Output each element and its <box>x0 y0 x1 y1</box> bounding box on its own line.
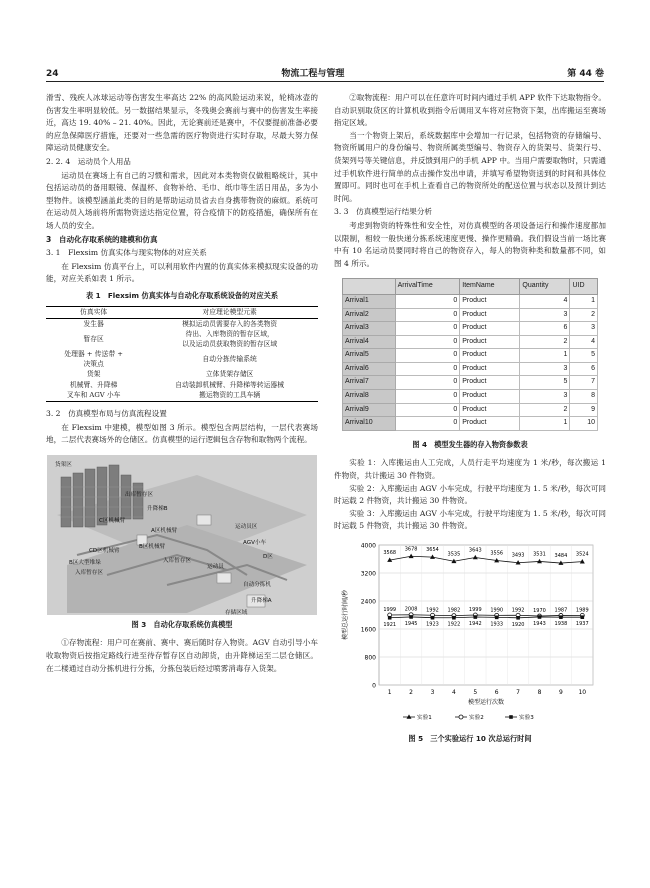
x-axis-label: 模型运行次数 <box>467 699 505 706</box>
arrival-table-cell: Product <box>460 294 520 308</box>
table1-cell: 自动装卸机械臂、升降梯等转运器械 <box>175 380 285 389</box>
paragraph: 运动员在赛场上有自己的习惯和需求，因此对本类物资仅做粗略统计，其中包括运动员的备用眼镜、保温杯、食物补给、毛巾、纸巾等生活日用品，多为小型物件。该模型涵盖此类的目的是帮助运动员省去自身携带物资的麻烦。系统可在运动员入场前将所需物资送达指定位置，符合疫情下的防疫措施，确保所有在场人员的安全。 <box>46 170 318 230</box>
series-3-data-label: 1921 <box>383 621 397 628</box>
arrival-table-cell: Product <box>460 403 520 417</box>
arrival-table-cell: 0 <box>395 335 460 349</box>
arrival-table-cell: 1 <box>520 417 570 431</box>
series-3-point <box>409 615 413 619</box>
fig3-label: D区 <box>263 553 273 560</box>
arrival-table-row <box>343 362 598 376</box>
series-legend-3-point <box>509 715 513 719</box>
fig4-caption: 图 4 模型发生器的存入物资参数表 <box>412 439 528 449</box>
arrival-table-cell: Product <box>460 322 520 336</box>
fig3-label: 升降梯A <box>251 597 272 604</box>
fig3-label: 入库暂存区 <box>75 569 103 576</box>
arrival-table-header: Quantity <box>520 279 570 295</box>
arrival-table-row <box>343 308 598 322</box>
series-3-data-label: 1922 <box>447 621 461 628</box>
fig3-caption: 图 3 自动化存取系统仿真模型 <box>131 619 233 629</box>
arrival-table-header: ItemName <box>460 279 520 295</box>
arrival-table-cell: Product <box>460 376 520 390</box>
running-header <box>46 66 604 82</box>
fig3-label: 升降梯B <box>147 505 168 512</box>
series-2-data-label: 1987 <box>554 607 568 614</box>
legend-label: 实验2 <box>469 715 484 721</box>
series-3-point <box>538 615 542 619</box>
fig3-label: 运动员 <box>207 563 224 570</box>
table1-cell: 搬运物资的工具车辆 <box>141 391 318 402</box>
arrival-table-row <box>343 294 598 308</box>
table1-row <box>46 330 318 350</box>
table1-cell: 处理器 + 传送带 + 决策点 <box>64 350 123 368</box>
y-tick-label: 2400 <box>360 598 376 606</box>
arrival-table-cell: 4 <box>570 335 598 349</box>
arrival-table-cell: 8 <box>570 390 598 404</box>
arrival-table-cell: Arrival7 <box>343 376 396 390</box>
series-3-data-label: 1923 <box>426 621 439 628</box>
arrival-table-cell: 3 <box>570 322 598 336</box>
volume-label: 第 44 卷 <box>567 69 604 79</box>
x-tick-label: 4 <box>451 689 456 696</box>
arrival-table-cell: Product <box>460 362 520 376</box>
x-tick-label: 7 <box>516 689 521 696</box>
fig3-label: 入库暂存区 <box>163 557 191 564</box>
fig3-label: AGV小车 <box>243 539 267 546</box>
arrival-table-cell: Product <box>460 349 520 363</box>
table1-row <box>46 319 318 330</box>
y-tick-label: 0 <box>372 682 376 690</box>
paragraph: 当一个物资上架后，系统数据库中会增加一行记录，包括物资的存储编号、物资所属用户的身份编号、物资所属类型编号、物资存入的货架号、货架行号、货架列号等关键信息，并反馈到用户的手机 APP 中。当用户需要取物时，只需通过手机软件进行简单的点击操作发出申请，并填写希望物资送到的时间和具体位置即可。同时也可在手机上查看自己的物资所处的配送位置与状态以及预计到达时间。 <box>334 130 606 203</box>
arrival-table-cell: 7 <box>570 376 598 390</box>
arrival-table-cell: 3 <box>520 362 570 376</box>
series-3-data-label: 1933 <box>490 621 504 628</box>
series-3-point <box>495 616 499 620</box>
series-3-point <box>474 615 478 619</box>
series-3-data-label: 1942 <box>468 621 482 628</box>
fig5-caption: 图 5 三个实验运行 10 次总运行时间 <box>408 734 532 743</box>
x-tick-label: 5 <box>473 689 478 696</box>
arrival-table-cell: 0 <box>395 362 460 376</box>
section-heading-3-3: 3. 3 仿真模型运行结果分析 <box>334 207 433 217</box>
section-heading-3-2: 3. 2 仿真模型布局与仿真流程设置 <box>46 409 167 418</box>
arrival-table-row <box>343 417 598 431</box>
arrival-table-cell: Product <box>460 308 520 322</box>
series-2-data-label: 1970 <box>533 608 546 615</box>
fig3-label: 自动分拣机 <box>243 581 271 588</box>
x-tick-label: 3 <box>430 689 435 696</box>
arrival-table-cell: Arrival8 <box>343 390 396 404</box>
arrival-table-header: ArrivalTime <box>395 279 460 295</box>
paragraph: 滑雪、残疾人冰球运动等伤害发生率高达 22% 的高风险运动来说，轮椅冰壶的伤害发生率明显较低。另一数据结果显示，冬残奥会赛前与赛中的伤害发生率接近，高达 19. 40% – 21. 40%。因此，无论赛前还是赛中，不仅要提前准备必要的应急保障医疗措施，还要对一些急需的医疗物资进行实时存取，尽最大努力保障运动员健康安全。 <box>46 93 318 153</box>
arrival-table-cell: Arrival6 <box>343 362 396 376</box>
series-1-data-label: 3535 <box>447 551 461 558</box>
arrival-table-cell: Arrival5 <box>343 349 396 363</box>
arrival-table-row <box>343 390 598 404</box>
series-legend-1-point <box>407 714 412 718</box>
series-1-data-label: 3654 <box>426 547 439 554</box>
section-heading-3: 3 自动化存取系统的建模和仿真 <box>46 234 158 244</box>
x-tick-label: 6 <box>494 689 499 696</box>
table1-row <box>46 370 318 381</box>
arrival-table-row <box>343 403 598 417</box>
fig3-label: A区机械臂 <box>151 527 178 534</box>
arrival-table-cell: 6 <box>570 362 598 376</box>
arrival-table-header: UID <box>570 279 598 295</box>
series-legend-2-point <box>459 715 463 719</box>
arrival-table-cell: Arrival9 <box>343 403 396 417</box>
y-tick-label: 1600 <box>360 626 376 634</box>
arrival-table-cell: 0 <box>395 390 460 404</box>
y-tick-label: 3200 <box>360 570 376 578</box>
series-3-data-label: 1943 <box>533 620 546 627</box>
arrival-table <box>342 278 598 431</box>
table1-cell: 货架 <box>86 370 101 378</box>
arrival-table-cell: 1 <box>570 294 598 308</box>
arrival-table-cell: 1 <box>520 349 570 363</box>
arrival-table-row <box>343 335 598 349</box>
arrival-table-row <box>343 322 598 336</box>
series-1-data-label: 3568 <box>383 550 397 557</box>
arrival-table-cell: 0 <box>395 322 460 336</box>
table1 <box>46 306 318 403</box>
paragraph: 实验 2：入库搬运由 AGV 小车完成，行驶平均速度为 1. 5 米/秒，每次可同时运载 2 件物资，共计搬运 30 件物资。 <box>334 483 606 506</box>
paragraph: 实验 3：入库搬运由 AGV 小车完成，行驶平均速度为 1. 5 米/秒，每次可同时运载 5 件物资，共计搬运 30 件物资。 <box>334 508 606 531</box>
simulation-model-figure <box>47 455 317 615</box>
series-3-point <box>431 616 435 620</box>
series-3-point <box>452 616 456 620</box>
series-3-data-label: 1945 <box>404 620 418 627</box>
arrival-table-cell: 4 <box>520 294 570 308</box>
arrival-table-cell: Arrival1 <box>343 294 396 308</box>
arrival-table-cell: 3 <box>520 308 570 322</box>
series-2-data-label: 1999 <box>383 607 397 614</box>
fig3-label: C区机械臂 <box>99 517 126 524</box>
series-2-data-label: 1992 <box>426 607 439 614</box>
arrival-table-cell: 6 <box>520 322 570 336</box>
table1-cell: 发生器 <box>83 319 104 328</box>
legend-label: 实验1 <box>417 715 432 721</box>
arrival-table-cell: 10 <box>570 417 598 431</box>
table1-row <box>46 391 318 402</box>
table1-row <box>46 350 318 370</box>
arrival-table-cell: Arrival4 <box>343 335 396 349</box>
fig3-label: B区机械臂 <box>139 543 166 550</box>
arrival-table-cell: 0 <box>395 308 460 322</box>
arrival-table-cell: Product <box>460 390 520 404</box>
x-tick-label: 8 <box>537 689 542 696</box>
arrival-table-row <box>343 349 598 363</box>
series-2-data-label: 2008 <box>404 606 418 613</box>
table1-row <box>46 380 318 391</box>
arrival-table-cell: 2 <box>520 335 570 349</box>
series-2-data-label: 1982 <box>447 607 461 614</box>
table1-cell: 模拟运动员需要存入的各类物资 <box>182 319 278 328</box>
arrival-table-cell: 3 <box>520 390 570 404</box>
series-2-data-label: 1990 <box>490 607 504 614</box>
arrival-table-cell: 0 <box>395 294 460 308</box>
series-1-data-label: 3484 <box>554 553 568 560</box>
table1-cell: 立体货架存储区 <box>205 370 254 378</box>
series-2-data-label: 1989 <box>575 607 589 614</box>
arrival-table-cell: 9 <box>570 403 598 417</box>
fig3-label: B区大型堆垛 <box>69 559 101 566</box>
paragraph: 在 Flexsim 仿真平台上，可以利用软件内置的仿真实体来模拟现实设备的功能，对应关系如表 1 所示。 <box>46 261 318 284</box>
left-column <box>46 92 318 675</box>
arrival-table-cell: Arrival2 <box>343 308 396 322</box>
table1-caption: 表 1 Flexsim 仿真实体与自动化存取系统设备的对应关系 <box>85 290 279 300</box>
fig3-label: 运动员区 <box>235 523 258 530</box>
arrival-table-cell: 0 <box>395 376 460 390</box>
arrival-table-cell: 5 <box>520 376 570 390</box>
y-tick-label: 4000 <box>360 542 376 550</box>
series-3-point <box>559 615 563 619</box>
paragraph: 实验 1：入库搬运由人工完成，人员行走平均速度为 1 米/秒，每次搬运 1 件物资，共计搬运 30 件物资。 <box>334 458 606 481</box>
runtime-line-chart <box>339 539 601 729</box>
series-3-point <box>581 615 585 619</box>
arrival-table-cell: 5 <box>570 349 598 363</box>
table1-cell: 机械臂、升降梯 <box>69 380 118 389</box>
paragraph: 考虑到物资的特殊性和安全性，对仿真模型的各项设备运行和操作速度都加以限制，相较一般快递分拣系统速度更慢、操作更精确。我们假设当前一场比赛中有 10 名运动员要同时将自己的物资存入，每人的物资种类和数量都不同，如图 4 所示。 <box>334 220 606 268</box>
table1-header: 对应理论模型元素 <box>141 306 318 319</box>
series-1-data-label: 3493 <box>511 552 525 559</box>
section-heading-3-1: 3. 1 Flexsim 仿真实体与现实物体的对应关系 <box>46 248 207 258</box>
table1-header: 仿真实体 <box>46 306 141 319</box>
journal-name: 物流工程与管理 <box>281 69 345 79</box>
y-axis-label: 模型总运行时间/秒 <box>342 589 349 641</box>
series-3-data-label: 1937 <box>575 621 589 628</box>
arrival-table-cell: 0 <box>395 403 460 417</box>
fig3-label: 存储区域 <box>225 609 248 615</box>
fig3-label: 货架区 <box>55 461 72 468</box>
series-1-data-label: 3678 <box>404 546 418 553</box>
paragraph: ②取物流程：用户可以在任意许可时间内通过手机 APP 软件下达取物指令。自动识别取货区的计算机收到指令后调用叉车将对应物资下架，出库搬运至赛场指定区域。 <box>334 93 606 128</box>
paragraph: ①存物流程：用户可在赛前、赛中、赛后随时存入物资。AGV 自动引导小车收取物资后按指定路线行进至待存暂存区自动卸货，由升降梯运至二层仓储区。在二楼通过自动分拣机进行分拣，分拣包装后经过喷雾消毒存入货架。 <box>46 638 318 673</box>
series-3-data-label: 1938 <box>554 621 568 628</box>
arrival-table-cell: Product <box>460 417 520 431</box>
x-tick-label: 10 <box>578 689 587 696</box>
arrival-table-cell: 2 <box>520 403 570 417</box>
arrival-table-cell: 2 <box>570 308 598 322</box>
series-2-data-label: 1999 <box>468 607 482 614</box>
paragraph: 在 Flexsim 中建模，模型如图 3 所示。模型包含两层结构，一层代表赛场地，二层代表赛场外的仓储区。仿真模型的运行逻辑包含存物和取物两个流程。 <box>46 422 318 445</box>
table1-cell: 叉车和 AGV 小车 <box>46 391 141 402</box>
table1-cell: 自动分拣传输系统 <box>202 354 257 363</box>
fig3-label: CD区机械臂 <box>89 547 120 554</box>
legend-label: 实验3 <box>519 715 534 721</box>
series-1-data-label: 3556 <box>490 550 504 557</box>
table1-cell: 暂存区 <box>83 334 104 343</box>
series-3-data-label: 1920 <box>511 621 525 628</box>
series-3-point <box>516 616 520 620</box>
series-1-data-label: 3524 <box>575 551 589 558</box>
arrival-table-cell: Product <box>460 335 520 349</box>
x-tick-label: 2 <box>409 689 414 696</box>
series-1-data-label: 3531 <box>533 551 546 558</box>
arrival-table-cell: Arrival3 <box>343 322 396 336</box>
series-1-data-label: 3643 <box>468 547 482 554</box>
right-column <box>334 92 606 752</box>
fig3-label: 出库暂存区 <box>125 491 153 498</box>
arrival-table-cell: 0 <box>395 417 460 431</box>
x-tick-label: 1 <box>387 689 392 696</box>
series-3-point <box>388 616 392 620</box>
y-tick-label: 800 <box>364 654 376 662</box>
series-2-data-label: 1992 <box>511 607 525 614</box>
page-number: 24 <box>46 69 59 79</box>
arrival-table-row <box>343 376 598 390</box>
section-heading-2-2-4: 2. 2. 4 运动员个人用品 <box>46 156 131 166</box>
arrival-table-cell: 0 <box>395 349 460 363</box>
x-tick-label: 9 <box>558 689 563 696</box>
table1-cell: 待出、入库物资的暂存区域， 以及运动员获取物资的暂存区域 <box>182 330 278 348</box>
arrival-table-cell: Arrival10 <box>343 417 396 431</box>
arrival-table-header <box>343 279 396 295</box>
